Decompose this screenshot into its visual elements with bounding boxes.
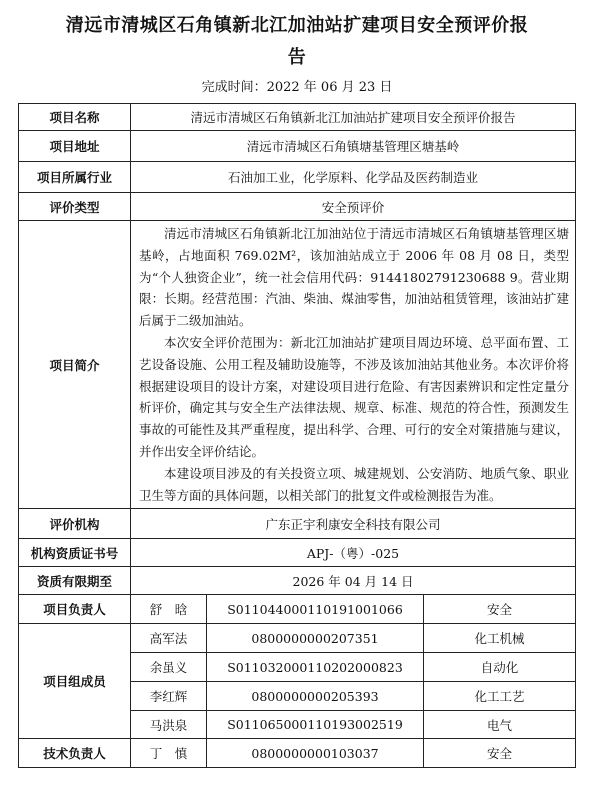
intro-paragraph: 本次安全评价范围为：新北江加油站扩建项目周边环境、总平面布置、工艺设备设施、公用工程及辅助设施等，不涉及该加油站其他业务。本次评价将根据建设项目的设计方案，对建设项目进行危险、有害因素辨识和定性定量分析评价，确定其与安全生产法律法规、规章、标准、规范的符合性，预测发生事故的可能性及其严重程度，提出科学、合理、可行的安全对策措施与建议，并作出安全评价结论。 bbox=[139, 334, 569, 459]
project-info-table bbox=[18, 103, 576, 768]
member-cert: S011032000110202000823 bbox=[207, 653, 424, 682]
tech-cert: 0800000000103037 bbox=[207, 739, 424, 768]
table-row bbox=[19, 509, 576, 539]
table-row bbox=[19, 131, 576, 162]
table-row bbox=[19, 739, 576, 768]
table-row bbox=[19, 162, 576, 193]
cert-value: APJ-（粤）-025 bbox=[131, 539, 576, 567]
eval-type-value: 安全预评价 bbox=[131, 193, 576, 221]
table-row bbox=[19, 193, 576, 221]
industry-label: 项目所属行业 bbox=[19, 162, 131, 193]
project-intro bbox=[131, 221, 576, 509]
eval-type-label: 评价类型 bbox=[19, 193, 131, 221]
cert-label: 机构资质证书号 bbox=[19, 539, 131, 567]
member-cert: S011065000110193002519 bbox=[207, 711, 424, 739]
table-row bbox=[19, 595, 576, 624]
table-row bbox=[19, 624, 576, 653]
tech-name: 丁 慎 bbox=[131, 739, 207, 768]
member-name: 李红辉 bbox=[131, 682, 207, 711]
leader-specialty: 安全 bbox=[424, 595, 576, 624]
member-specialty: 化工机械 bbox=[424, 624, 576, 653]
table-row bbox=[19, 539, 576, 567]
validity-value: 2026 年 04 月 14 日 bbox=[131, 567, 576, 595]
intro-paragraph: 清远市清城区石角镇新北江加油站位于清远市清城区石角镇塘基管理区塘基岭，占地面积 769.02M²，该加油站成立于 2006 年 08 月 08 日，类型为“个人独资企业”，统一社会信用代码：91441802791230688 9。营业期限：长期。经营范围：汽油、柴油、煤油零售，加油站租赁管理，该油站扩建后属于二级加油站。 bbox=[139, 226, 569, 329]
industry-value: 石油加工业，化学原料、化学品及医药制造业 bbox=[131, 162, 576, 193]
report-title-line2: 告 bbox=[287, 47, 307, 68]
member-specialty: 自动化 bbox=[424, 653, 576, 682]
member-specialty: 化工工艺 bbox=[424, 682, 576, 711]
member-name: 余虽义 bbox=[131, 653, 207, 682]
table-row bbox=[19, 567, 576, 595]
intro-paragraph: 本建设项目涉及的有关投资立项、城建规划、公安消防、地质气象、职业卫生等方面的具体问题，以相关部门的批复文件或检测报告为准。 bbox=[139, 465, 569, 503]
agency-label: 评价机构 bbox=[19, 509, 131, 539]
members-label: 项目组成员 bbox=[19, 624, 131, 739]
member-specialty: 电气 bbox=[424, 711, 576, 739]
tech-specialty: 安全 bbox=[424, 739, 576, 768]
report-title bbox=[50, 10, 544, 74]
project-name-label: 项目名称 bbox=[19, 104, 131, 131]
project-name-value: 清远市清城区石角镇新北江加油站扩建项目安全预评价报告 bbox=[131, 104, 576, 131]
member-name: 高军法 bbox=[131, 624, 207, 653]
leader-cert: S011044000110191001066 bbox=[207, 595, 424, 624]
member-cert: 0800000000207351 bbox=[207, 624, 424, 653]
validity-label: 资质有限期至 bbox=[19, 567, 131, 595]
table-row bbox=[19, 104, 576, 131]
member-name: 马洪泉 bbox=[131, 711, 207, 739]
project-address-value: 清远市清城区石角镇塘基管理区塘基岭 bbox=[131, 131, 576, 162]
member-cert: 0800000000205393 bbox=[207, 682, 424, 711]
project-address-label: 项目地址 bbox=[19, 131, 131, 162]
tech-label: 技术负责人 bbox=[19, 739, 131, 768]
leader-label: 项目负责人 bbox=[19, 595, 131, 624]
leader-name: 舒 晗 bbox=[131, 595, 207, 624]
table-row bbox=[19, 221, 576, 509]
report-title-line1: 清远市清城区石角镇新北江加油站扩建项目安全预评价报 bbox=[65, 15, 529, 36]
completion-date: 完成时间：2022 年 06 月 23 日 bbox=[201, 80, 393, 95]
intro-label: 项目简介 bbox=[19, 221, 131, 509]
agency-value: 广东正宇利康安全科技有限公司 bbox=[131, 509, 576, 539]
